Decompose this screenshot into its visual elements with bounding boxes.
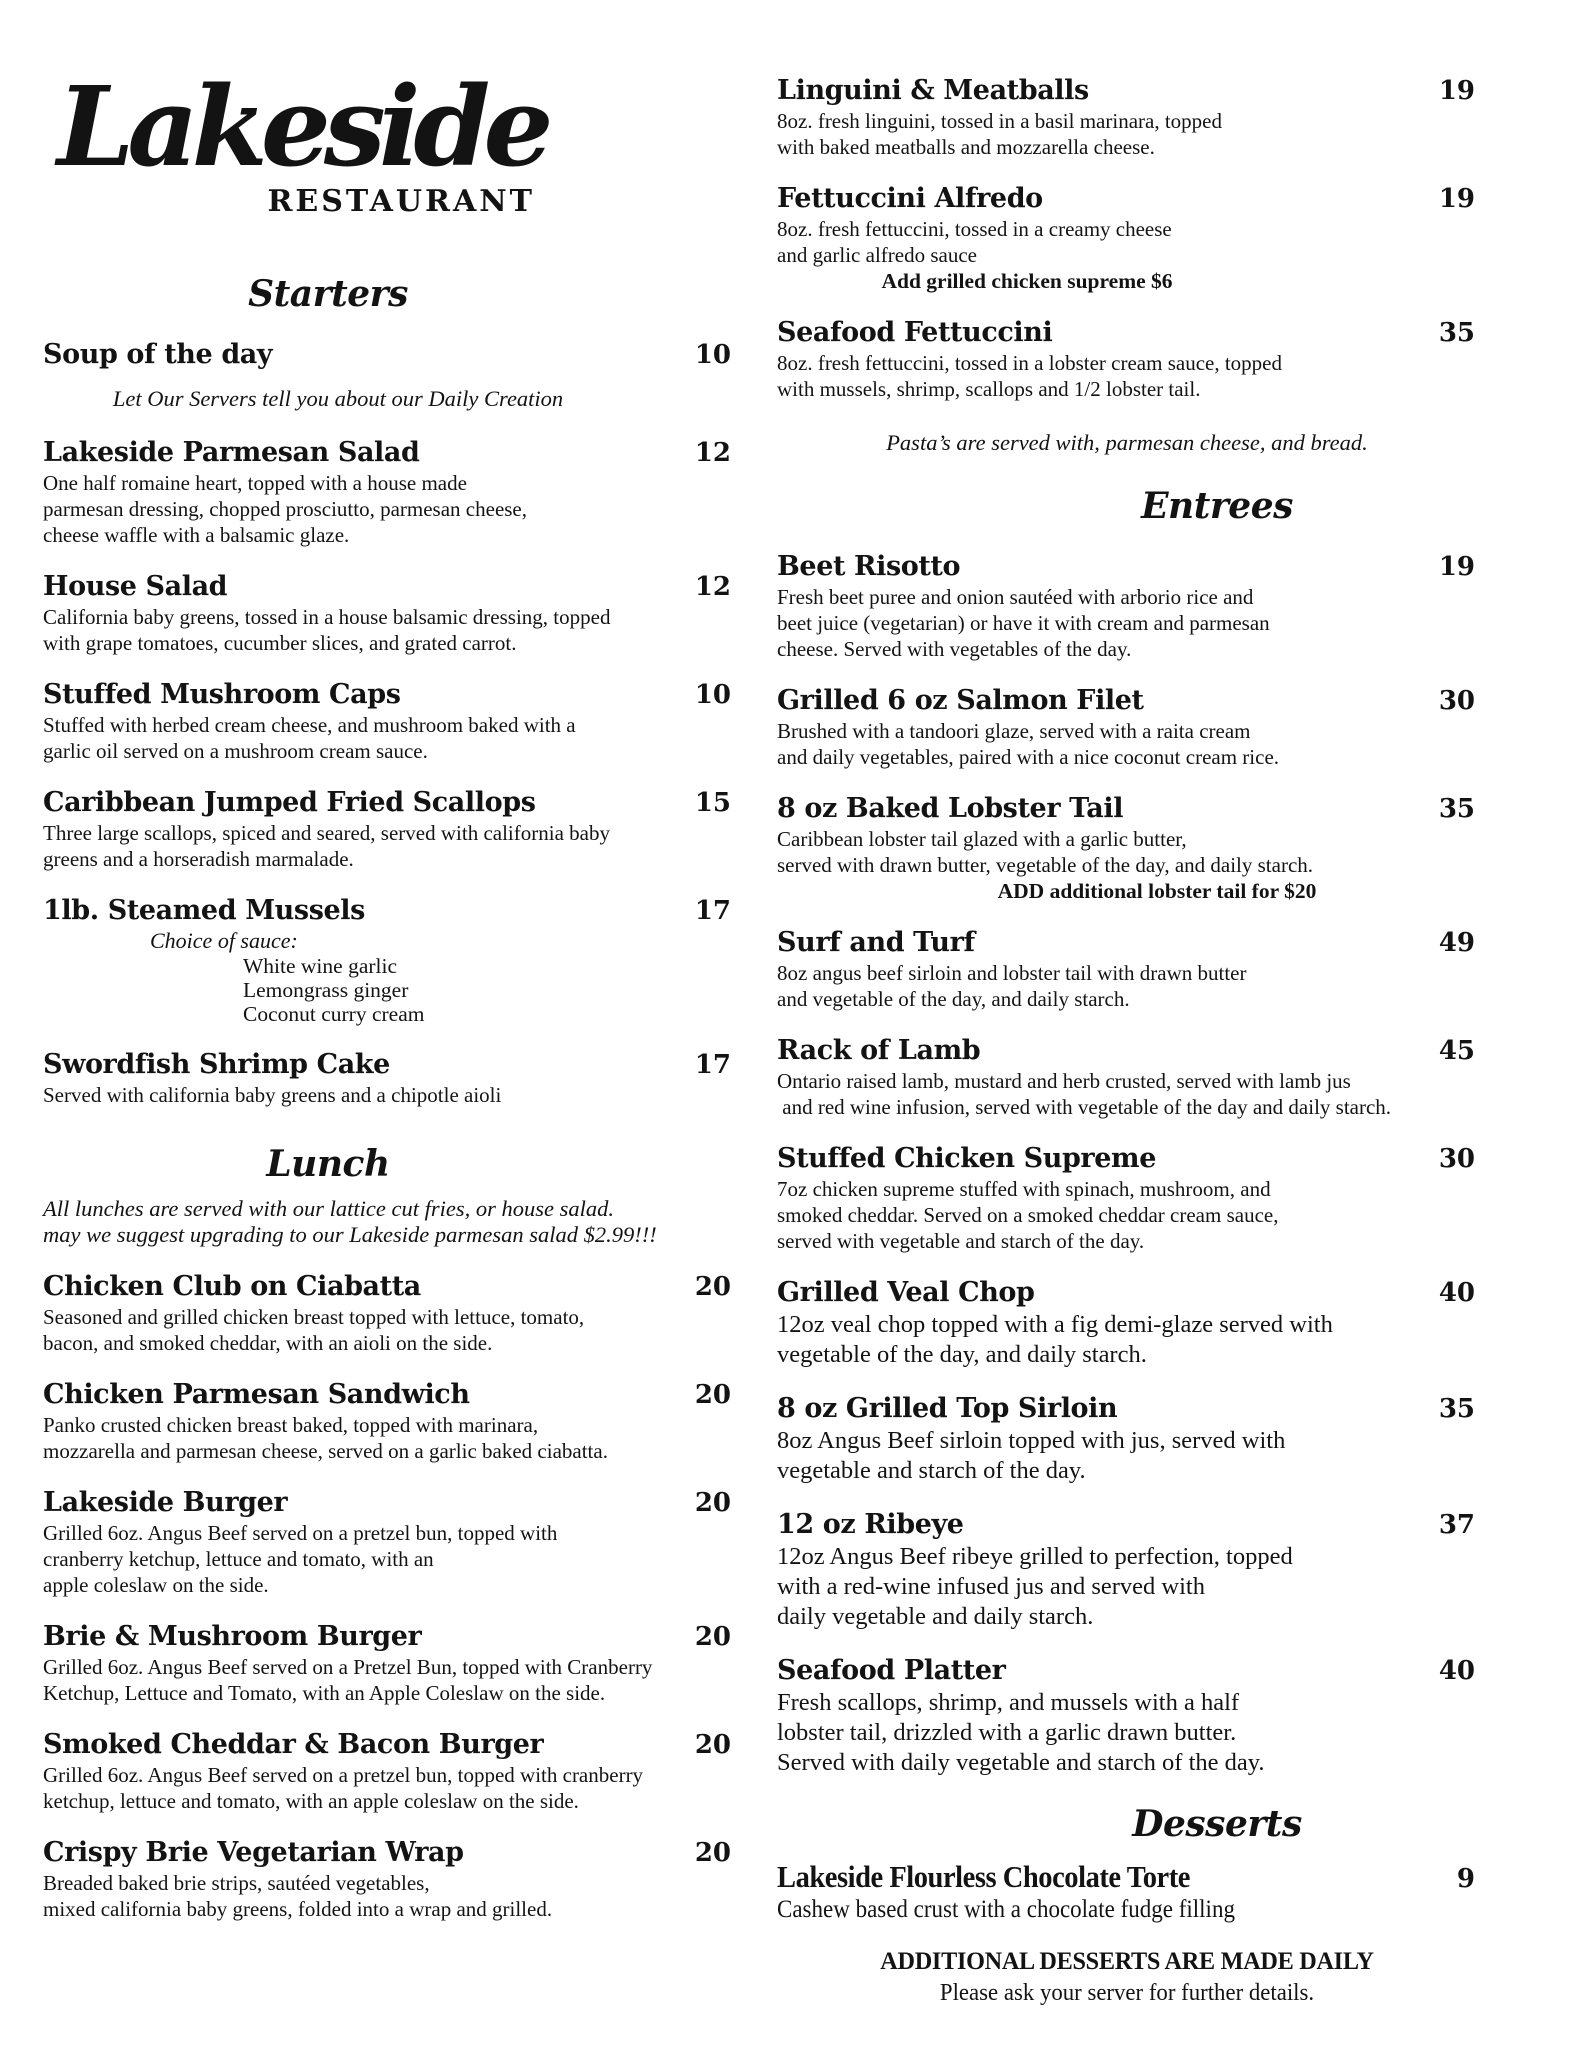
menu-item-seafood-platter — [777, 1654, 1477, 1778]
menu-item-name: Smoked Cheddar & Bacon Burger — [43, 1729, 544, 1760]
menu-item-8-oz-grilled-top-sirloin — [777, 1392, 1477, 1486]
menu-item-header-row — [777, 1276, 1477, 1310]
menu-item-smoked-cheddar-bacon-burger — [43, 1728, 733, 1814]
menu-item-price: 45 — [1438, 1036, 1475, 1066]
description-line: and daily vegetables, paired with a nice coconut cream rice. — [777, 745, 1280, 769]
description-line: Panko crusted chicken breast baked, topped with marinara, — [43, 1413, 539, 1437]
description-line: bacon, and smoked cheddar, with an aioli on the side. — [43, 1331, 493, 1355]
menu-item-description — [777, 584, 1477, 662]
menu-item-header-row — [777, 1508, 1477, 1542]
section-header-desserts: Desserts — [1132, 1803, 1302, 1845]
menu-item-price: 20 — [694, 1838, 731, 1868]
menu-item-fettuccini-alfredo — [777, 182, 1477, 294]
section-header-lunch: Lunch — [266, 1143, 390, 1185]
menu-item-swordfish-shrimp-cake — [43, 1048, 733, 1108]
menu-item-grilled-6-oz-salmon-filet — [777, 684, 1477, 770]
description-line: Caribbean lobster tail glazed with a garlic butter, — [777, 827, 1187, 851]
description-line: California baby greens, tossed in a house balsamic dressing, topped — [43, 605, 611, 629]
menu-item-header-row — [777, 1142, 1477, 1176]
description-line: 8oz Angus Beef sirloin topped with jus, served with — [777, 1427, 1286, 1454]
menu-column-right — [777, 52, 1477, 2007]
menu-item-name: Stuffed Mushroom Caps — [43, 679, 401, 710]
menu-item-name: 8 oz Grilled Top Sirloin — [777, 1393, 1118, 1424]
description-line: mozzarella and parmesan cheese, served on a garlic baked ciabatta. — [43, 1439, 608, 1463]
description-line: with baked meatballs and mozzarella cheese. — [777, 135, 1155, 159]
menu-note: Let Our Servers tell you about our Daily Creation — [112, 386, 564, 411]
description-line: ketchup, lettuce and tomato, with an apple coleslaw on the side. — [43, 1789, 579, 1813]
menu-item-price: 19 — [1438, 184, 1475, 214]
menu-item-description — [43, 1082, 733, 1108]
menu-item-header-row — [43, 1620, 733, 1654]
description-line: smoked cheddar. Served on a smoked cheddar cream sauce, — [777, 1203, 1279, 1227]
menu-item-price: 20 — [694, 1272, 731, 1302]
menu-item-price: 40 — [1438, 1278, 1475, 1308]
menu-item-price: 9 — [1456, 1864, 1475, 1894]
menu-item-lakeside-burger — [43, 1486, 733, 1598]
menu-item-rack-of-lamb — [777, 1034, 1477, 1120]
description-line: vegetable and starch of the day. — [777, 1457, 1086, 1484]
choice-option: Lemongrass ginger — [243, 978, 409, 1002]
menu-item-name: Grilled Veal Chop — [777, 1277, 1035, 1308]
menu-item-name: House Salad — [43, 571, 228, 602]
menu-item-lakeside-parmesan-salad — [43, 436, 733, 548]
menu-item-chicken-parmesan-sandwich — [43, 1378, 733, 1464]
menu-item-price: 17 — [694, 1050, 731, 1080]
description-line: Three large scallops, spiced and seared, served with california baby — [43, 821, 610, 845]
menu-item-name: Stuffed Chicken Supreme — [777, 1143, 1156, 1174]
menu-item-description — [43, 1412, 733, 1464]
menu-item-name: Swordfish Shrimp Cake — [43, 1049, 390, 1080]
menu-note-line: may we suggest upgrading to our Lakeside parmesan salad $2.99!!! — [43, 1222, 657, 1247]
menu-item-price: 12 — [694, 438, 731, 468]
description-line: beet juice (vegetarian) or have it with cream and parmesan — [777, 611, 1270, 635]
menu-footer-line: ADDITIONAL DESSERTS ARE MADE DAILY — [880, 1946, 1374, 1975]
description-line: greens and a horseradish marmalade. — [43, 847, 354, 871]
description-line: Ontario raised lamb, mustard and herb crusted, served with lamb jus — [777, 1069, 1351, 1093]
description-line: Fresh scallops, shrimp, and mussels with a half — [777, 1689, 1240, 1716]
description-line: served with drawn butter, vegetable of the day, and daily starch. — [777, 853, 1314, 877]
menu-item-header-row — [43, 570, 733, 604]
menu-item-name: Rack of Lamb — [777, 1035, 981, 1066]
right-column-entries — [777, 74, 1477, 2007]
description-line: Grilled 6oz. Angus Beef served on a pretzel bun, topped with — [43, 1521, 558, 1545]
menu-item-description — [43, 820, 733, 872]
description-line: Seasoned and grilled chicken breast topped with lettuce, tomato, — [43, 1305, 585, 1329]
menu-item-name: Lakeside Parmesan Salad — [43, 437, 420, 468]
menu-item-crispy-brie-vegetarian-wrap — [43, 1836, 733, 1922]
menu-item-description — [777, 1176, 1477, 1254]
description-line: garlic oil served on a mushroom cream sauce. — [43, 739, 428, 763]
menu-item-header-row — [777, 74, 1477, 108]
menu-item-price: 35 — [1438, 1394, 1475, 1424]
menu-item-header-row — [777, 1860, 1477, 1896]
menu-item-header-row — [43, 1270, 733, 1304]
menu-item-chicken-club-on-ciabatta — [43, 1270, 733, 1356]
menu-item-price: 35 — [1438, 318, 1475, 348]
description-line: Stuffed with herbed cream cheese, and mushroom baked with a — [43, 713, 576, 737]
menu-item-name: Grilled 6 oz Salmon Filet — [777, 685, 1144, 716]
menu-item-description — [777, 1896, 1421, 1923]
menu-item-stuffed-mushroom-caps — [43, 678, 733, 764]
menu-item-header-row — [43, 1728, 733, 1762]
description-line: 8oz. fresh linguini, tossed in a basil marinara, topped — [777, 109, 1222, 133]
description-line: vegetable of the day, and daily starch. — [777, 1341, 1147, 1368]
menu-item-name: Brie & Mushroom Burger — [43, 1621, 422, 1652]
menu-item-soup-of-the-day — [43, 338, 733, 372]
menu-column-left — [43, 52, 733, 2007]
menu-item-header-row — [43, 338, 733, 372]
menu-item-name: Caribbean Jumped Fried Scallops — [43, 787, 536, 818]
menu-item-name: Chicken Parmesan Sandwich — [43, 1379, 470, 1410]
menu-item-price: 19 — [1438, 76, 1475, 106]
menu-item-price: 40 — [1438, 1656, 1475, 1686]
menu-note-line: All lunches are served with our lattice cut fries, or house salad. — [43, 1196, 614, 1221]
menu-footer-line: Please ask your server for further details. — [939, 1980, 1315, 2006]
menu-item-description — [43, 470, 733, 548]
menu-item-description — [777, 826, 1477, 878]
menu-item-price: 15 — [694, 788, 731, 818]
description-line: One half romaine heart, topped with a house made — [43, 471, 467, 495]
menu-item-price: 49 — [1438, 928, 1475, 958]
addon-note: Add grilled chicken supreme $6 — [881, 269, 1173, 293]
menu-item-house-salad — [43, 570, 733, 656]
menu-item-name: Lakeside Flourless Chocolate Torte — [777, 1859, 1190, 1894]
menu-item-name: Linguini & Meatballs — [777, 75, 1089, 106]
menu-item-header-row — [43, 1048, 733, 1082]
description-line: daily vegetable and daily starch. — [777, 1603, 1094, 1630]
menu-item-header-row — [777, 926, 1477, 960]
menu-item-header-row — [777, 792, 1477, 826]
menu-item-price: 20 — [694, 1622, 731, 1652]
menu-item-header-row — [43, 678, 733, 712]
description-line: cheese waffle with a balsamic glaze. — [43, 523, 350, 547]
menu-item-name: 12 oz Ribeye — [777, 1509, 964, 1540]
description-line: with mussels, shrimp, scallops and 1/2 lobster tail. — [777, 377, 1201, 401]
section-header-entrees: Entrees — [1141, 485, 1293, 527]
menu-note — [43, 1196, 733, 1248]
description-line: cheese. Served with vegetables of the day. — [777, 637, 1132, 661]
logo-subtitle: RESTAURANT — [267, 184, 535, 219]
description-line: Breaded baked brie strips, sautéed vegetables, — [43, 1871, 430, 1895]
menu-item-header-row — [43, 1486, 733, 1520]
description-line: 8oz. fresh fettuccini, tossed in a lobster cream sauce, topped — [777, 351, 1282, 375]
menu-item-1lb-steamed-mussels — [43, 894, 733, 1026]
description-line: Ketchup, Lettuce and Tomato, with an Apple Coleslaw on the side. — [43, 1681, 606, 1705]
menu-item-description — [43, 1520, 733, 1598]
menu-item-description — [777, 1426, 1477, 1486]
description-line: served with vegetable and starch of the day. — [777, 1229, 1145, 1253]
description-line: Grilled 6oz. Angus Beef served on a pretzel bun, topped with cranberry — [43, 1763, 644, 1787]
menu-item-price: 10 — [694, 680, 731, 710]
menu-item-description — [43, 1870, 733, 1922]
menu-item-name: Surf and Turf — [777, 927, 975, 958]
menu-item-header-row — [777, 1654, 1477, 1688]
restaurant-logo — [57, 52, 547, 222]
menu-item-name: Fettuccini Alfredo — [777, 183, 1043, 214]
menu-item-header-row — [777, 1034, 1477, 1068]
menu-item-header-row — [777, 182, 1477, 216]
menu-item-name: 8 oz Baked Lobster Tail — [777, 793, 1124, 824]
menu-item-header-row — [43, 1378, 733, 1412]
menu-item-description — [777, 1310, 1477, 1370]
description-line: Served with california baby greens and a chipotle aioli — [43, 1083, 502, 1107]
left-column-entries — [43, 272, 733, 1922]
menu-item-description — [777, 1542, 1477, 1632]
menu-item-header-row — [43, 1836, 733, 1870]
menu-item-price: 30 — [1438, 1144, 1475, 1174]
menu-item-8-oz-baked-lobster-tail — [777, 792, 1477, 904]
choice-option: White wine garlic — [243, 954, 398, 978]
description-line: 7oz chicken supreme stuffed with spinach, mushroom, and — [777, 1177, 1271, 1201]
menu-item-price: 20 — [694, 1730, 731, 1760]
menu-note: Pasta’s are served with, parmesan cheese, and bread. — [886, 430, 1368, 455]
menu-item-name: Soup of the day — [43, 339, 273, 370]
menu-item-description — [777, 960, 1477, 1012]
menu-item-linguini-meatballs — [777, 74, 1477, 160]
menu-item-lakeside-flourless-chocolate-torte — [777, 1860, 1477, 1923]
menu-item-name: Lakeside Burger — [43, 1487, 288, 1518]
description-line: 8oz angus beef sirloin and lobster tail with drawn butter — [777, 961, 1247, 985]
description-line: Brushed with a tandoori glaze, served with a raita cream — [777, 719, 1251, 743]
menu-item-header-row — [43, 436, 733, 470]
menu-item-stuffed-chicken-supreme — [777, 1142, 1477, 1254]
menu-item-header-row — [43, 894, 733, 928]
menu-item-caribbean-jumped-fried-scallops — [43, 786, 733, 872]
menu-item-price: 12 — [694, 572, 731, 602]
menu-item-description — [43, 604, 733, 656]
description-line: Served with daily vegetable and starch of the day. — [777, 1749, 1265, 1776]
menu-item-brie-mushroom-burger — [43, 1620, 733, 1706]
menu-item-name: Seafood Platter — [777, 1655, 1006, 1686]
menu-item-description — [43, 1304, 733, 1356]
menu-item-description — [43, 1762, 733, 1814]
menu-item-12-oz-ribeye — [777, 1508, 1477, 1632]
description-line: with a red-wine infused jus and served with — [777, 1573, 1205, 1600]
menu-item-description — [43, 1654, 733, 1706]
description-line: Grilled 6oz. Angus Beef served on a Pretzel Bun, topped with Cranberry — [43, 1655, 653, 1679]
description-line: 12oz Angus Beef ribeye grilled to perfection, topped — [777, 1543, 1293, 1570]
menu-item-description — [777, 1688, 1477, 1778]
menu-item-header-row — [777, 684, 1477, 718]
description-line: and red wine infusion, served with vegetable of the day and daily starch. — [777, 1095, 1392, 1119]
description-line: with grape tomatoes, cucumber slices, and grated carrot. — [43, 631, 517, 655]
menu-item-description — [777, 350, 1477, 402]
menu-item-seafood-fettuccini — [777, 316, 1477, 402]
addon-note: ADD additional lobster tail for $20 — [997, 879, 1317, 903]
menu-item-surf-and-turf — [777, 926, 1477, 1012]
description-line: Fresh beet puree and onion sautéed with arborio rice and — [777, 585, 1254, 609]
menu-item-price: 37 — [1438, 1510, 1475, 1540]
choices-label: Choice of sauce: — [150, 928, 298, 953]
description-line: 12oz veal chop topped with a fig demi-glaze served with — [777, 1311, 1333, 1338]
menu-item-price: 19 — [1438, 552, 1475, 582]
menu-item-description — [777, 718, 1477, 770]
menu-item-header-row — [777, 550, 1477, 584]
description-line: mixed california baby greens, folded into a wrap and grilled. — [43, 1897, 553, 1921]
menu-item-header-row — [43, 786, 733, 820]
menu-item-description — [777, 108, 1477, 160]
menu-item-description — [777, 1068, 1477, 1120]
menu-item-description — [43, 712, 733, 764]
menu-item-name: Chicken Club on Ciabatta — [43, 1271, 421, 1302]
logo-wordmark: Lakeside — [57, 62, 547, 191]
description-line: parmesan dressing, chopped prosciutto, parmesan cheese, — [43, 497, 528, 521]
menu-item-grilled-veal-chop — [777, 1276, 1477, 1370]
menu-item-name: Seafood Fettuccini — [777, 317, 1053, 348]
description-line: apple coleslaw on the side. — [43, 1573, 269, 1597]
description-line: Cashew based crust with a chocolate fudge filling — [777, 1896, 1235, 1923]
menu-item-price: 35 — [1438, 794, 1475, 824]
menu-item-name: Crispy Brie Vegetarian Wrap — [43, 1837, 464, 1868]
section-header-starters: Starters — [248, 273, 408, 315]
description-line: cranberry ketchup, lettuce and tomato, with an — [43, 1547, 434, 1571]
menu-item-price: 17 — [694, 896, 731, 926]
menu-item-price: 20 — [694, 1380, 731, 1410]
description-line: and vegetable of the day, and daily starch. — [777, 987, 1130, 1011]
menu-item-name: 1lb. Steamed Mussels — [43, 895, 365, 926]
menu-item-header-row — [777, 316, 1477, 350]
menu-item-price: 20 — [694, 1488, 731, 1518]
choice-option: Coconut curry cream — [243, 1002, 425, 1026]
menu-item-header-row — [777, 1392, 1477, 1426]
menu-item-description — [777, 216, 1477, 268]
menu-item-price: 10 — [694, 340, 731, 370]
menu-item-beet-risotto — [777, 550, 1477, 662]
menu-item-price: 30 — [1438, 686, 1475, 716]
description-line: lobster tail, drizzled with a garlic drawn butter. — [777, 1719, 1237, 1746]
description-line: 8oz. fresh fettuccini, tossed in a creamy cheese — [777, 217, 1172, 241]
menu-item-name: Beet Risotto — [777, 551, 961, 582]
description-line: and garlic alfredo sauce — [777, 243, 977, 267]
